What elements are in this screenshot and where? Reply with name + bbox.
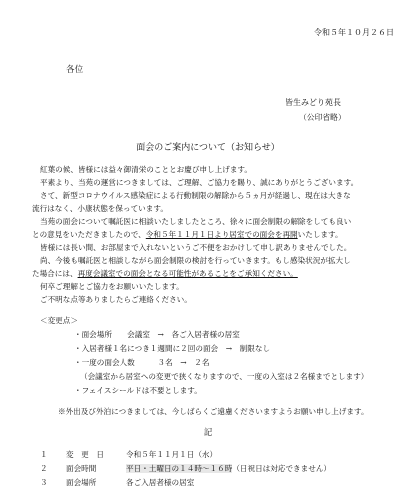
apology-line: 皆様には長い間、お部屋まで入れないというご不便をおかけして申し訳ありませんでした。 — [40, 243, 352, 252]
detail-label: 変 更 日 — [66, 450, 104, 459]
detail-row-3 — [40, 478, 195, 487]
paragraph-4b-pre: との意見をいただきましたので、 — [32, 230, 146, 239]
outing-note: ※外出及び外泊につきましては、今しばらくご遠慮くださいますようお願い申し上げます。 — [58, 407, 369, 416]
change-face-shield: ・フェイスシールドは不要とします。 — [74, 386, 202, 395]
detail-number: ３ — [40, 478, 48, 487]
detail-value: 各ご入居者様の居室 — [126, 478, 195, 487]
paragraph-6b-pre: た場合には、 — [32, 269, 78, 278]
paragraph-3b: 流行はなく、小康状態を保っています。 — [32, 204, 168, 213]
contact-line: ご不明な点等ありましたらご連絡ください。 — [40, 295, 192, 304]
ki-heading: 記 — [203, 427, 213, 437]
document-title: 面会のご案内について（お知らせ） — [136, 143, 280, 153]
cooperation-line: 何卒ご理解とご協力をお願いいたします。 — [40, 282, 184, 291]
paragraph-4a: 当苑の面会について嘱託医に相談いたしましたところ、徐々に面会制限の解除をしても良い — [40, 217, 352, 226]
conference-room-notice-underlined: 再度会議室での面会となる可能性があることをご承知ください。 — [77, 269, 298, 278]
addressee: 各位 — [66, 65, 84, 75]
detail-row-2 — [40, 464, 332, 473]
change-visit-place: ・面会場所 会議室 → 各ご入居者様の居室 — [74, 330, 240, 339]
detail-row-1 — [40, 450, 218, 459]
paragraph-6a: 尚、今後も嘱託医と相談しながら面会制限の検討を行っていきます。もし感染状況が拡大し — [40, 256, 351, 265]
paragraph-3a: さて、新型コロナウイルス感染症による行動制限の解除から５ヵ月が経過し、現在は大きな — [40, 191, 351, 200]
detail-number: ２ — [40, 464, 48, 473]
greeting-line: 紅葉の候、皆様には益々御清栄のこととお慶び申し上げます。 — [40, 165, 253, 174]
paragraph-4b — [32, 230, 343, 239]
visitor-count-note: （会議室から居室への変更で狭くなりますので、一度の入室は２名様までとします） — [80, 372, 369, 381]
resume-date-underlined: 令和５年１１月１日より居室での面会を再開 — [145, 230, 298, 239]
holiday-note: （日祝日は対応できません） — [232, 464, 332, 473]
change-visit-frequency: ・入居者様１名につき１週間に２回の面会 → 制限なし — [74, 344, 271, 353]
detail-label: 面会時間 — [66, 464, 97, 473]
paragraph-6b — [32, 269, 298, 278]
detail-label: 面会場所 — [66, 478, 97, 487]
paragraph-4b-post: いたします。 — [297, 230, 343, 239]
detail-number: １ — [40, 450, 48, 459]
changes-heading: ＜変更点＞ — [40, 316, 78, 325]
seal-omitted-note: （公印省略） — [299, 113, 346, 122]
detail-value: 令和５年１１月１日（水） — [126, 450, 218, 459]
visit-hours-highlight: 平日・土曜日の１４時〜１６時 — [126, 464, 233, 473]
thanks-line: 平素より、当苑の運営につきましては、ご理解、ご協力を賜り、誠にありがとうございます。 — [40, 178, 359, 187]
change-visitor-count: ・一度の面会人数 ３名 → ２名 — [74, 358, 210, 367]
detail-value — [126, 464, 331, 473]
sender-org: 皆生みどり苑長 — [285, 98, 341, 107]
document-date: 令和５年１０月２６日 — [314, 28, 394, 37]
